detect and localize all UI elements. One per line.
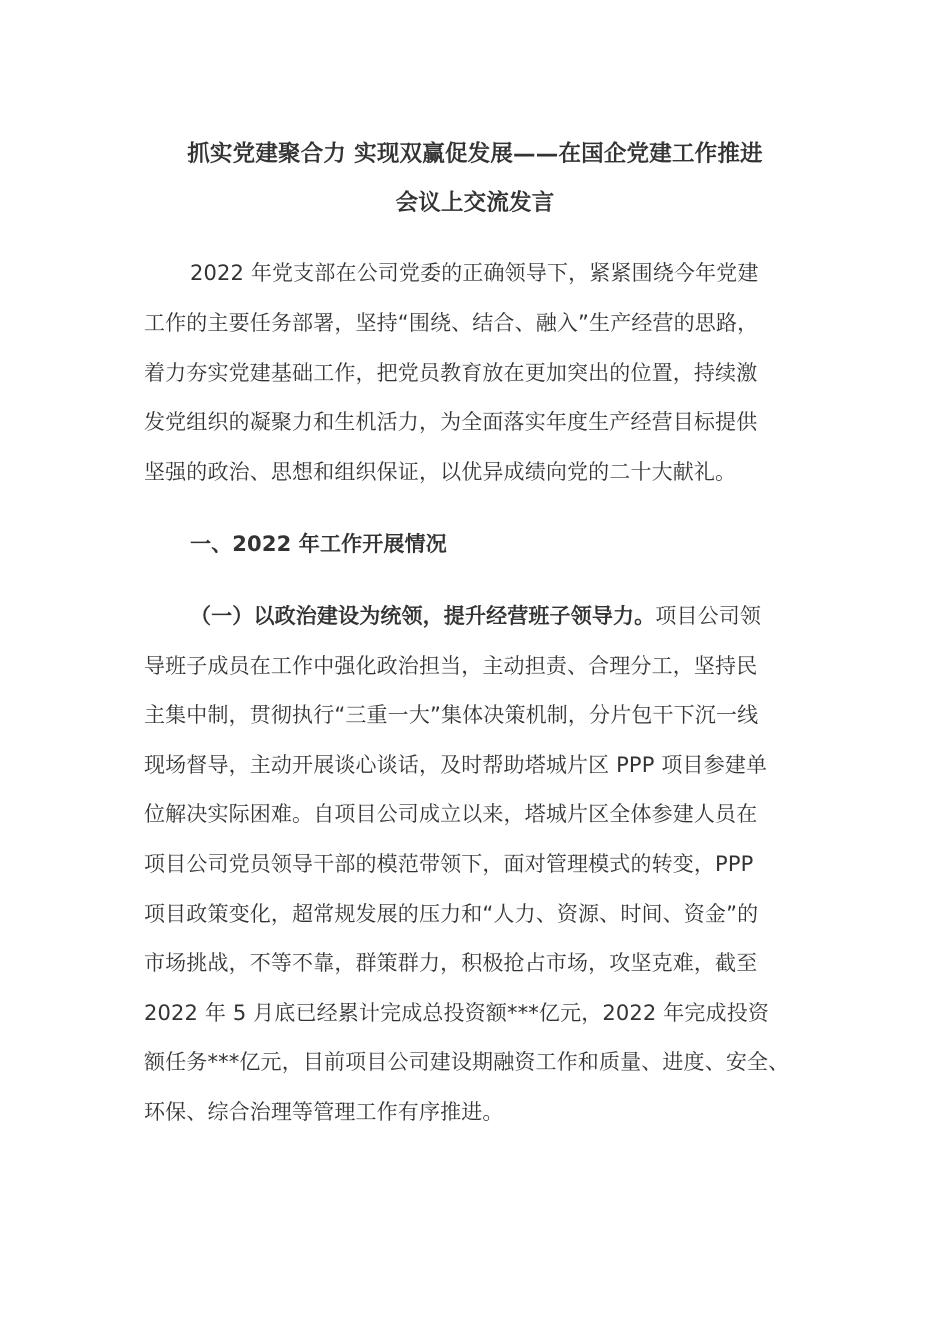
subsection-first-line bbox=[190, 601, 761, 631]
intro-line: 坚强的政治、思想和组织保证，以优异成绩向党的二十大献礼。 bbox=[144, 460, 737, 484]
body-line: 现场督导，主动开展谈心谈话，及时帮助塔城片区 PPP 项目参建单 bbox=[144, 753, 768, 777]
body-line: 位解决实际困难。自项目公司成立以来，塔城片区全体参建人员在 bbox=[144, 802, 758, 826]
body-line: 环保、综合治理等管理工作有序推进。 bbox=[144, 1100, 504, 1124]
section-heading: 一、2022 年工作开展情况 bbox=[190, 532, 447, 556]
subsection-first-line-text: 项目公司领 bbox=[655, 604, 762, 628]
body-line: 额任务***亿元，目前项目公司建设期融资工作和质量、进度、安全、 bbox=[144, 1050, 790, 1074]
body-line: 项目政策变化，超常规发展的压力和“人力、资源、时间、资金”的 bbox=[144, 902, 759, 926]
body-line: 市场挑战，不等不靠，群策群力，积极抢占市场，攻坚克难，截至 bbox=[144, 951, 758, 975]
body-line: 导班子成员在工作中强化政治担当，主动担责、合理分工，坚持民 bbox=[144, 654, 758, 678]
intro-line: 2022 年党支部在公司党委的正确领导下，紧紧围绕今年党建 bbox=[190, 261, 759, 285]
body-line: 2022 年 5 月底已经累计完成总投资额***亿元，2022 年完成投资 bbox=[144, 1001, 769, 1025]
intro-line: 工作的主要任务部署，坚持“围绕、结合、融入”生产经营的思路， bbox=[144, 311, 759, 335]
body-line: 项目公司党员领导干部的模范带领下，面对管理模式的转变，PPP bbox=[144, 852, 754, 876]
body-line: 主集中制，贯彻执行“三重一大”集体决策机制，分片包干下沉一线 bbox=[144, 703, 759, 727]
intro-line: 发党组织的凝聚力和生机活力，为全面落实年度生产经营目标提供 bbox=[144, 410, 758, 434]
intro-line: 着力夯实党建基础工作，把党员教育放在更加突出的位置，持续激 bbox=[144, 361, 758, 385]
document-title-line-2: 会议上交流发言 bbox=[395, 190, 555, 216]
document-title-line-1: 抓实党建聚合力 实现双赢促发展——在国企党建工作推进 bbox=[187, 141, 763, 167]
subsection-heading: （一）以政治建设为统领，提升经营班子领导力。 bbox=[190, 604, 656, 628]
